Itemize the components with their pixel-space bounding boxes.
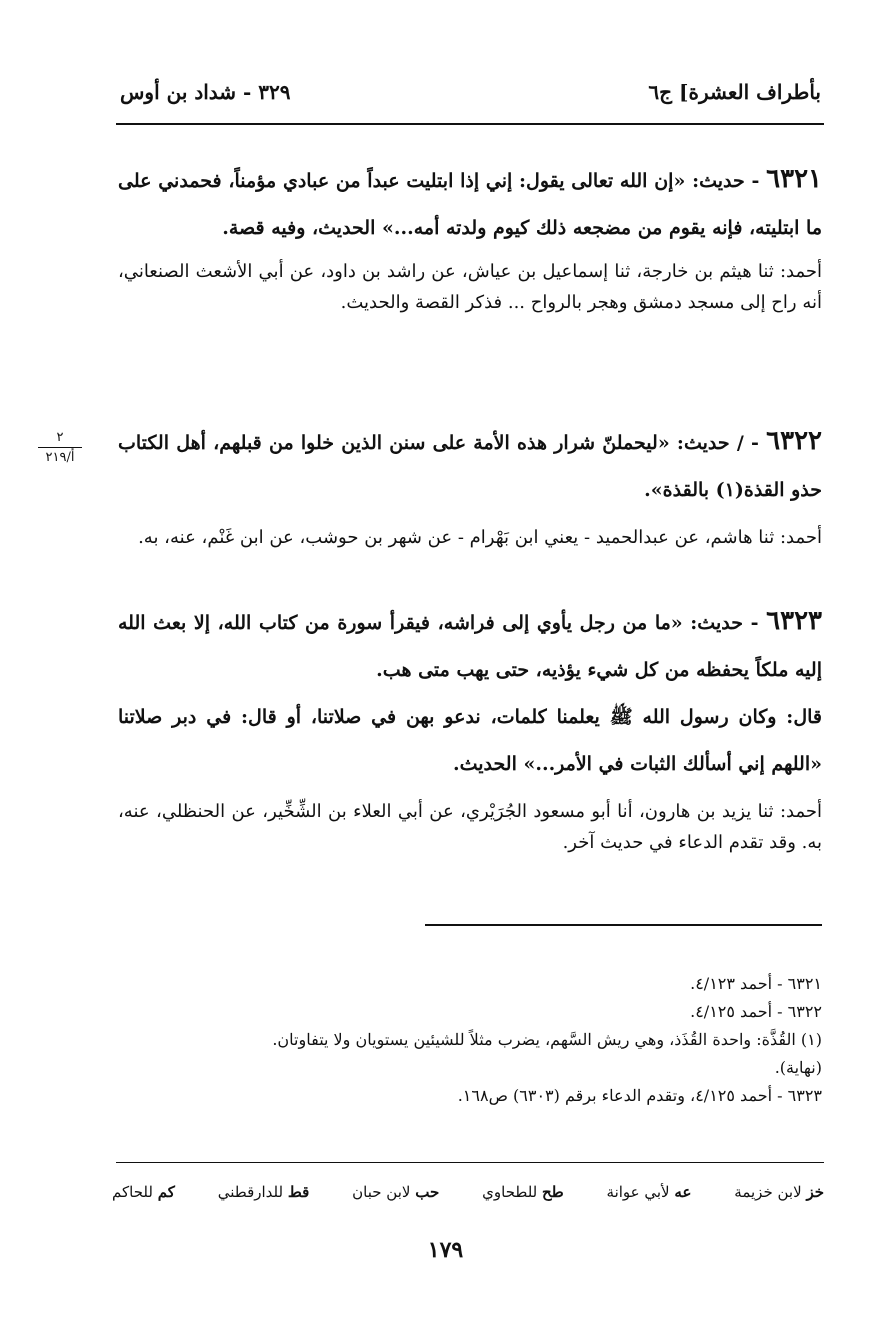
footnote-line: (١) القُذَّة: واحدة القُذَذ، وهي ريش السَّهم، يضرب مثلاً للشيئين يستويان ولا يتفاوتان. [272,1030,822,1049]
legend-item: حب لابن حبان [352,1183,440,1201]
footnote-line: (نهاية). [774,1058,822,1077]
hadith-6323 [118,598,822,858]
manuscript-folio-note [30,430,90,465]
legend-item: عه لأبي عوانة [606,1183,692,1201]
hadith-matn: - حديث: «إن الله تعالى يقول: إني إذا ابتليت عبداً من عبادي مؤمناً، فحمدني على ما ابتليته، فإنه يقوم من مضجعه ذلك كيوم ولدته أمه...» الحديث، وفيه قصة. [118,170,822,239]
hadith-matn: - حديث: «ما من رجل يأوي إلى فراشه، فيقرأ سورة من كتاب الله، إلا بعث الله إليه ملكاً يحفظه من كل شيء يؤذيه، حتى يهب متى هب. [118,612,822,681]
hadith-6322 [118,418,822,553]
hadith-continuation: قال: وكان رسول الله ﷺ يعلمنا كلمات، ندعو بهن في صلاتنا، أو قال: في دبر صلاتنا «اللهم إني أسألك الثبات في الأمر...» الحديث. [118,706,822,775]
footnote-rule [425,924,822,926]
hadith-number: ٦٣٢٢ [766,426,822,456]
legend-item: قط للدارقطني [217,1183,310,1201]
legend-item: خز لابن خزيمة [734,1183,824,1201]
running-header-section: ٣٢٩ - شداد بن أوس [120,80,291,104]
folio-top: ٢ [56,430,64,445]
hadith-number: ٦٣٢١ [766,164,822,194]
header-rule [116,123,824,125]
hadith-matn: - / حديث: «ليحملنّ شرار هذه الأمة على سنن الذين خلوا من قبلهم، أهل الكتاب حذو القذة(١) بالقذة». [118,432,822,501]
legend-rule [116,1162,824,1163]
isnad: أحمد: ثنا يزيد بن هارون، أنا أبو مسعود الجُرَيْري، عن أبي العلاء بن الشِّخِّير، عن الحنظلي، عنه، به. وقد تقدم الدعاء في حديث آخر. [118,801,822,853]
legend-item: طح للطحاوي [482,1183,564,1201]
folio-divider [38,447,82,448]
page-number: ١٧٩ [427,1237,464,1263]
hadith-number: ٦٣٢٣ [766,606,822,636]
abbreviation-legend [112,1183,824,1201]
legend-item: كم للحاكم [112,1183,175,1201]
footnote-line: ٦٣٢٣ - أحمد ٤/١٢٥، وتقدم الدعاء برقم (٦٣٠٣) ص١٦٨. [457,1086,822,1105]
running-header-book: بأطراف العشرة] ج٦ [648,80,821,104]
footnote-line: ٦٣٢١ - أحمد ٤/١٢٣. [690,974,822,993]
hadith-text [118,156,822,252]
hadith-text [118,418,822,514]
isnad: أحمد: ثنا هاشم، عن عبدالحميد - يعني ابن بَهْرام - عن شهر بن حوشب، عن ابن غَنْم، عنه، به. [138,527,822,548]
footnote-line: ٦٣٢٢ - أحمد ٤/١٢٥. [690,1002,822,1021]
footnotes [110,970,822,1110]
hadith-6321 [118,156,822,318]
folio-bottom: أ/٢١٩ [45,450,75,465]
isnad: أحمد: ثنا هيثم بن خارجة، ثنا إسماعيل بن عياش، عن راشد بن داود، عن أبي الأشعث الصنعاني، أنه راح إلى مسجد دمشق وهجر بالرواح ... فذكر القصة والحديث. [118,261,822,313]
hadith-text [118,598,822,694]
